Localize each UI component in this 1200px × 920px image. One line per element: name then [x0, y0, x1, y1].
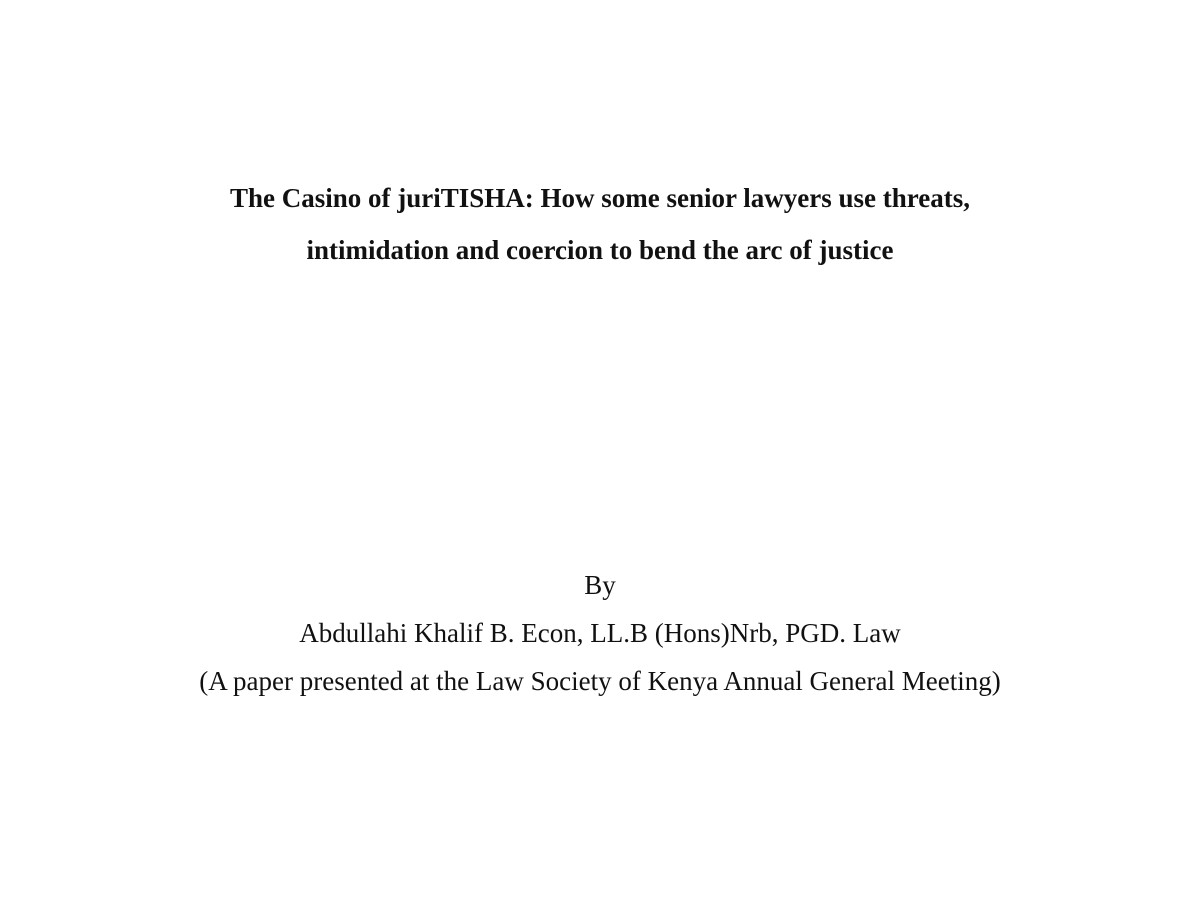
title-line-2: intimidation and coercion to bend the arc of justice: [306, 235, 894, 265]
author-name: Abdullahi Khalif B. Econ, LL.B (Hons)Nrb, PGD. Law: [299, 618, 901, 648]
document-title: [0, 172, 1200, 276]
by-label: By: [584, 570, 616, 600]
title-line-1: The Casino of juriTISHA: How some senior lawyers use threats,: [230, 183, 970, 213]
byline-block: [0, 561, 1200, 705]
presentation-note: (A paper presented at the Law Society of Kenya Annual General Meeting): [199, 666, 1001, 696]
